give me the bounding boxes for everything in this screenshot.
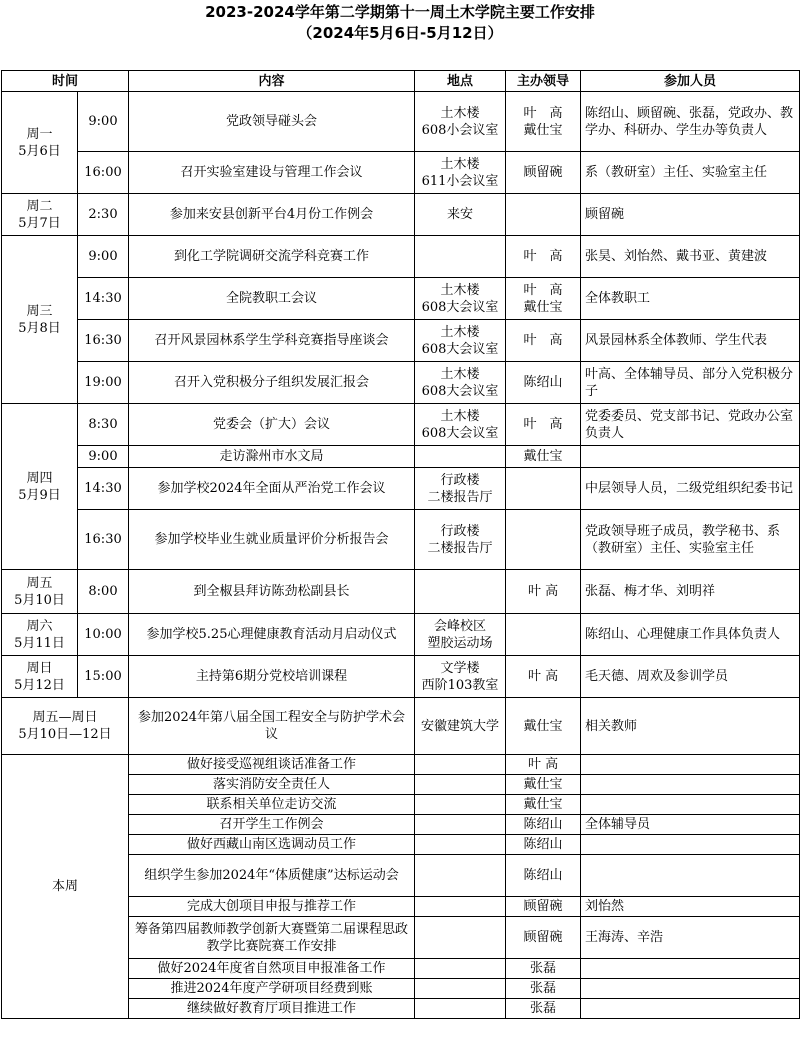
participants-cell [581,999,800,1019]
day-cell: 周一 5月6日 [2,92,78,194]
table-row [2,468,800,510]
place-cell [415,795,506,815]
week-label-cell: 本周 [2,755,129,1019]
table-header-row [2,71,800,92]
participants-cell: 全体教职工 [581,278,800,320]
participants-cell: 党委委员、党支部书记、党政办公室负责人 [581,404,800,446]
participants-cell: 相关教师 [581,698,800,755]
header-participants: 参加人员 [581,71,800,92]
page-subtitle: （2024年5月6日-5月12日） [297,24,503,42]
time-cell: 19:00 [78,362,129,404]
time-cell: 9:00 [78,236,129,278]
participants-cell: 风景园林系全体教师、学生代表 [581,320,800,362]
content-cell: 参加学校2024年全面从严治党工作会议 [129,468,415,510]
place-cell [415,897,506,917]
place-cell: 安徽建筑大学 [415,698,506,755]
leader-cell: 顾留碗 [506,152,581,194]
leader-cell [506,194,581,236]
participants-cell [581,795,800,815]
place-cell: 来安 [415,194,506,236]
participants-cell: 全体辅导员 [581,815,800,835]
content-cell: 推进2024年度产学研项目经费到账 [129,979,415,999]
leader-cell: 顾留碗 [506,897,581,917]
day-cell: 周五 5月10日 [2,570,78,614]
participants-cell: 王海涛、辛浩 [581,917,800,959]
content-cell: 召开实验室建设与管理工作会议 [129,152,415,194]
table-row [2,362,800,404]
place-cell [415,959,506,979]
table-row [2,570,800,614]
time-cell: 14:30 [78,468,129,510]
place-cell [415,775,506,795]
participants-cell: 陈绍山、心理健康工作具体负责人 [581,614,800,656]
leader-cell: 陈绍山 [506,835,581,855]
table-row [2,278,800,320]
participants-cell [581,775,800,795]
header-content: 内容 [129,71,415,92]
table-row [2,614,800,656]
leader-cell: 戴仕宝 [506,698,581,755]
place-cell [415,236,506,278]
content-cell: 走访滁州市水文局 [129,446,415,468]
content-cell: 筹备第四届教师教学创新大赛暨第二届课程思政教学比赛院赛工作安排 [129,917,415,959]
day-cell: 周五—周日 5月10日—12日 [2,698,129,755]
place-cell: 会峰校区 塑胶运动场 [415,614,506,656]
content-cell: 做好2024年度省自然项目申报准备工作 [129,959,415,979]
time-cell: 8:00 [78,570,129,614]
content-cell: 组织学生参加2024年“体质健康”达标运动会 [129,855,415,897]
content-cell: 参加来安县创新平台4月份工作例会 [129,194,415,236]
leader-cell: 叶 高 [506,404,581,446]
day-cell: 周日 5月12日 [2,656,78,698]
place-cell [415,446,506,468]
leader-cell: 顾留碗 [506,917,581,959]
table-row [2,194,800,236]
content-cell: 召开入党积极分子组织发展汇报会 [129,362,415,404]
content-cell: 参加学校5.25心理健康教育活动月启动仪式 [129,614,415,656]
content-cell: 党委会（扩大）会议 [129,404,415,446]
place-cell [415,835,506,855]
leader-cell: 张磊 [506,999,581,1019]
place-cell [415,755,506,775]
participants-cell: 张昊、刘怡然、戴书亚、黄建波 [581,236,800,278]
time-cell: 15:00 [78,656,129,698]
leader-cell: 叶 高 [506,755,581,775]
place-cell [415,917,506,959]
day-cell: 周四 5月9日 [2,404,78,570]
place-cell [415,570,506,614]
leader-cell: 陈绍山 [506,815,581,835]
place-cell [415,855,506,897]
time-cell: 9:00 [78,446,129,468]
content-cell: 全院教职工会议 [129,278,415,320]
participants-cell: 顾留碗 [581,194,800,236]
time-cell: 14:30 [78,278,129,320]
place-cell: 土木楼 608大会议室 [415,278,506,320]
leader-cell: 叶 高 [506,320,581,362]
leader-cell: 叶 高 [506,656,581,698]
leader-cell: 叶 高 戴仕宝 [506,92,581,152]
content-cell: 党政领导碰头会 [129,92,415,152]
content-cell: 落实消防安全责任人 [129,775,415,795]
time-cell: 10:00 [78,614,129,656]
table-row [2,656,800,698]
table-row [2,698,800,755]
leader-cell: 戴仕宝 [506,795,581,815]
place-cell: 土木楼 611小会议室 [415,152,506,194]
table-row [2,755,800,775]
header-place: 地点 [415,71,506,92]
leader-cell: 戴仕宝 [506,775,581,795]
time-cell: 16:30 [78,320,129,362]
time-cell: 2:30 [78,194,129,236]
place-cell: 土木楼 608小会议室 [415,92,506,152]
leader-cell: 戴仕宝 [506,446,581,468]
participants-cell: 系（教研室）主任、实验室主任 [581,152,800,194]
day-cell: 周六 5月11日 [2,614,78,656]
content-cell: 完成大创项目申报与推荐工作 [129,897,415,917]
participants-cell [581,835,800,855]
content-cell: 参加学校毕业生就业质量评价分析报告会 [129,510,415,570]
time-cell: 8:30 [78,404,129,446]
table-body [2,92,800,1019]
time-cell: 16:30 [78,510,129,570]
leader-cell: 叶 高 戴仕宝 [506,278,581,320]
place-cell [415,979,506,999]
header-leader: 主办领导 [506,71,581,92]
table-row [2,152,800,194]
content-cell: 到全椒县拜访陈劲松副县长 [129,570,415,614]
table-row [2,446,800,468]
participants-cell [581,855,800,897]
header-time: 时间 [2,71,129,92]
day-cell: 周三 5月8日 [2,236,78,404]
leader-cell [506,510,581,570]
time-cell: 16:00 [78,152,129,194]
content-cell: 主持第6期分党校培训课程 [129,656,415,698]
place-cell [415,815,506,835]
leader-cell: 叶 高 [506,236,581,278]
participants-cell: 张磊、梅才华、刘明祥 [581,570,800,614]
leader-cell: 陈绍山 [506,855,581,897]
participants-cell: 叶高、全体辅导员、部分入党积极分子 [581,362,800,404]
content-cell: 继续做好教育厅项目推进工作 [129,999,415,1019]
page-title: 2023-2024学年第二学期第十一周土木学院主要工作安排 [205,3,595,21]
content-cell: 到化工学院调研交流学科竞赛工作 [129,236,415,278]
time-cell: 9:00 [78,92,129,152]
participants-cell: 陈绍山、顾留碗、张磊，党政办、教学办、科研办、学生办等负责人 [581,92,800,152]
content-cell: 做好西藏山南区选调动员工作 [129,835,415,855]
participants-cell: 中层领导人员，二级党组织纪委书记 [581,468,800,510]
participants-cell [581,959,800,979]
participants-cell: 党政领导班子成员，教学秘书、系（教研室）主任、实验室主任 [581,510,800,570]
content-cell: 召开风景园林系学生学科竞赛指导座谈会 [129,320,415,362]
leader-cell [506,468,581,510]
leader-cell [506,614,581,656]
leader-cell: 张磊 [506,959,581,979]
leader-cell: 陈绍山 [506,362,581,404]
participants-cell: 毛天德、周欢及参训学员 [581,656,800,698]
content-cell: 联系相关单位走访交流 [129,795,415,815]
content-cell: 参加2024年第八届全国工程安全与防护学术会议 [129,698,415,755]
leader-cell: 张磊 [506,979,581,999]
place-cell: 土木楼 608大会议室 [415,362,506,404]
participants-cell: 刘怡然 [581,897,800,917]
table-row [2,236,800,278]
content-cell: 做好接受巡视组谈话准备工作 [129,755,415,775]
participants-cell [581,446,800,468]
participants-cell [581,979,800,999]
day-cell: 周二 5月7日 [2,194,78,236]
schedule-table [1,70,800,1019]
place-cell: 土木楼 608大会议室 [415,404,506,446]
participants-cell [581,755,800,775]
place-cell [415,999,506,1019]
table-row [2,404,800,446]
place-cell: 行政楼 二楼报告厅 [415,468,506,510]
place-cell: 土木楼 608大会议室 [415,320,506,362]
leader-cell: 叶 高 [506,570,581,614]
table-row [2,320,800,362]
place-cell: 行政楼 二楼报告厅 [415,510,506,570]
table-row [2,510,800,570]
place-cell: 文学楼 西阶103教室 [415,656,506,698]
table-row [2,92,800,152]
content-cell: 召开学生工作例会 [129,815,415,835]
